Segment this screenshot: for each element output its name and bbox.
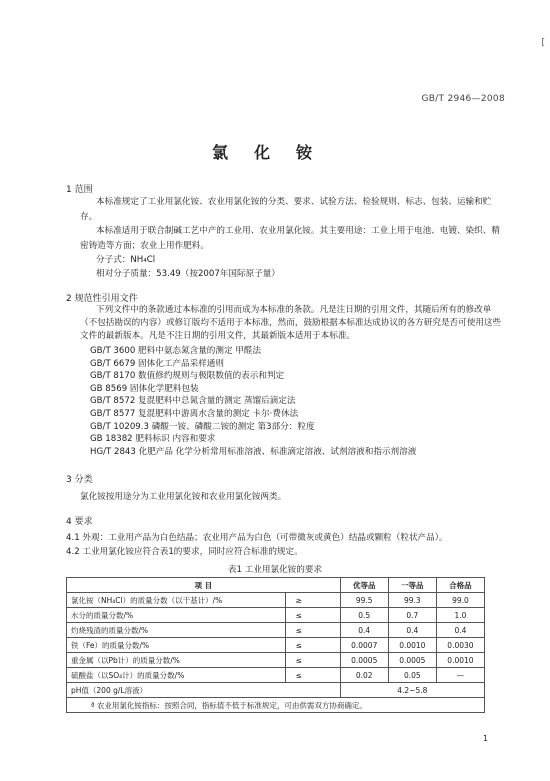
- table-note-row: [67, 698, 485, 713]
- table-cell: 0.5: [340, 608, 388, 623]
- table-row: [67, 668, 485, 683]
- reference-item: GB/T 10209.3 磷酸一铵、磷酸二铵的测定 第3部分：粒度: [90, 421, 315, 432]
- column-header: 项 目: [67, 578, 341, 593]
- table-cell: ≤: [285, 668, 340, 683]
- table-cell: 99.0: [436, 593, 484, 608]
- page-number: 1: [482, 734, 488, 743]
- table-cell: ≤: [285, 608, 340, 623]
- page-edge-mark: [: [541, 38, 545, 48]
- table-cell: 0.0010: [436, 653, 484, 668]
- table-row: [67, 608, 485, 623]
- table-cell: 0.4: [388, 623, 436, 638]
- reference-item: HG/T 2843 化肥产品 化学分析常用标准溶液、标准滴定溶液、试剂溶液和指示剂溶液: [90, 446, 417, 457]
- table-cell: 铁（Fe）的质量分数/%: [67, 638, 286, 653]
- table-cell: 4.2~5.8: [340, 683, 484, 698]
- table-cell: ≤: [285, 623, 340, 638]
- column-header: 一等品: [388, 578, 436, 593]
- table-cell: ≤: [285, 638, 340, 653]
- table-cell: ≥: [285, 593, 340, 608]
- document-title: 氯化铵: [211, 143, 338, 162]
- column-header: 合格品: [436, 578, 484, 593]
- table-cell: 0.0007: [340, 638, 388, 653]
- reference-item: GB 8569 固体化学肥料包装: [90, 383, 199, 394]
- table-cell: 硫酸盐（以SO₄计）的质量分数/%: [67, 668, 286, 683]
- section-4-heading: 4 要求: [66, 517, 93, 527]
- table-cell: 0.0005: [340, 653, 388, 668]
- section-1-heading: 1 范围: [66, 185, 93, 195]
- table-cell: 99.5: [340, 593, 388, 608]
- table-cell: —: [436, 668, 484, 683]
- table-row: [67, 653, 485, 668]
- table-cell: 99.3: [388, 593, 436, 608]
- table-cell: 1.0: [436, 608, 484, 623]
- table-row: [67, 623, 485, 638]
- column-header: 优等品: [340, 578, 388, 593]
- requirement-4-1: 4.1 外观：工业用产品为白色结晶；农业用产品为白色（可带微灰或黄色）结晶或颗粒（粒状产品）。: [66, 533, 448, 543]
- table-row: [67, 638, 485, 653]
- table-cell: 0.0030: [436, 638, 484, 653]
- table-header-row: [67, 578, 485, 593]
- table-cell: 0.05: [388, 668, 436, 683]
- references-paragraph: 下列文件中的条款通过本标准的引用而成为本标准的条款。凡是注日期的引用文件，其随后所有的修改单（不包括勘误的内容）或修订版均不适用于本标准，然而，鼓励根据本标准达成协议的各方研究是否可使用这些文件的最新版本。凡是不注日期的引用文件，其最新版本适用于本标准。: [80, 305, 502, 341]
- table-cell: 0.0005: [388, 653, 436, 668]
- section-2-heading: 2 规范性引用文件: [66, 294, 138, 304]
- table-cell: 重金属（以Pb计）的质量分数/%: [67, 653, 286, 668]
- scope-paragraph-1: 本标准规定了工业用氯化铵、农业用氯化铵的分类、要求、试验方法、检验规则、标志、包装、运输和贮存。: [80, 197, 492, 222]
- scope-paragraph-2: 本标准适用于联合制碱工艺中产的工业用、农业用氯化铵。其主要用途：工业上用于电池、电镀、染织、精密铸造等方面；农业上用作肥料。: [80, 226, 500, 251]
- requirement-4-2: 4.2 工业用氯化铵应符合表1的要求，同时应符合标准的规定。: [66, 547, 303, 557]
- molecular-formula: 分子式：NH₄Cl: [96, 255, 156, 265]
- reference-item: GB 18382 肥料标识 内容和要求: [90, 434, 216, 445]
- table-row: [67, 593, 485, 608]
- reference-item: GB/T 8170 数值修约规则与极限数值的表示和判定: [90, 371, 285, 382]
- table-cell: ≤: [285, 653, 340, 668]
- reference-item: GB/T 3600 肥料中氨态氮含量的测定 甲醛法: [90, 346, 262, 356]
- molecular-mass: 相对分子质量：53.49（按2007年国际原子量）: [96, 269, 280, 279]
- reference-list: [90, 345, 416, 458]
- table-cell: 0.4: [340, 623, 388, 638]
- requirements-table: [66, 577, 485, 713]
- table-cell: 灼烧残渣的质量分数/%: [67, 623, 286, 638]
- reference-item: GB/T 6679 固体化工产品采样通则: [90, 358, 224, 369]
- section-3-heading: 3 分类: [66, 475, 93, 485]
- table-cell: 0.0010: [388, 638, 436, 653]
- table-row: [67, 683, 485, 698]
- table-cell: 0.4: [436, 623, 484, 638]
- table-cell: 0.02: [340, 668, 388, 683]
- table-cell: pH值（200 g/L溶液）: [67, 683, 341, 698]
- reference-item: GB/T 8572 复混肥料中总氮含量的测定 蒸馏后滴定法: [90, 396, 296, 407]
- table-cell: 0.7: [388, 608, 436, 623]
- standard-number: GB/T 2946—2008: [421, 94, 505, 104]
- table-cell: 水分的质量分数/%: [67, 608, 286, 623]
- table-note: ª 农业用氯化铵指标：按照合同，指标值不低于标准规定，可由供需双方协商确定。: [67, 698, 485, 713]
- table-caption: 表1 工业用氯化铵的要求: [227, 565, 323, 575]
- table-cell: 氯化铵（NH₄Cl）的质量分数（以干基计）/%: [67, 593, 286, 608]
- reference-item: GB/T 8577 复混肥料中游离水含量的测定 卡尔·费休法: [90, 408, 299, 419]
- classification-paragraph: 氯化铵按用途分为工业用氯化铵和农业用氯化铵两类。: [80, 492, 287, 502]
